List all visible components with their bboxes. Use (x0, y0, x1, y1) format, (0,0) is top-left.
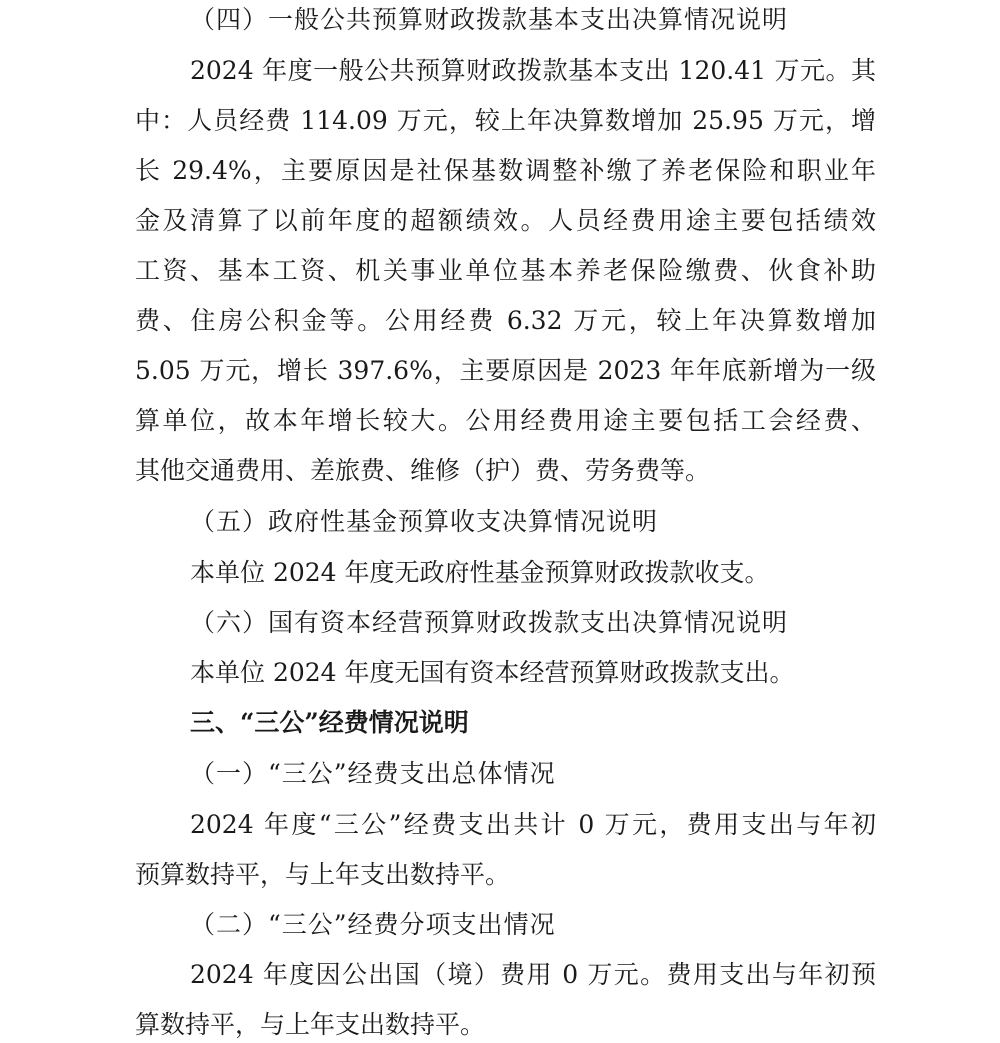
section-5-line-1: 本单位 2024 年度无政府性基金预算财政拨款收支。 (190, 558, 770, 587)
section-6-heading: （六）国有资本经营预算财政拨款支出决算情况说明 (190, 608, 789, 637)
section-4-line-7: 5.05 万元，增长 397.6%，主要原因是 2023 年年底新增为一级 (135, 356, 876, 385)
sub-2-line-1: 2024 年度因公出国（境）费用 0 万元。费用支出与年初预 (190, 960, 876, 989)
sub-1-line-2: 预算数持平，与上年支出数持平。 (135, 860, 511, 889)
section-4-line-9: 其他交通费用、差旅费、维修（护）费、劳务费等。 (135, 456, 711, 485)
sub-2-line-2: 算数持平，与上年支出数持平。 (135, 1010, 486, 1039)
sub-2-heading: （二）“三公”经费分项支出情况 (190, 910, 556, 939)
sub-1-line-1: 2024 年度“三公”经费支出共计 0 万元，费用支出与年初 (190, 810, 876, 839)
section-4-line-5: 工资、基本工资、机关事业单位基本养老保险缴费、伙食补助 (135, 256, 876, 285)
part-3-heading: 三、“三公”经费情况说明 (190, 708, 469, 737)
section-4-line-3: 长 29.4%，主要原因是社保基数调整补缴了养老保险和职业年 (135, 156, 876, 185)
section-4-line-8: 算单位，故本年增长较大。公用经费用途主要包括工会经费、 (135, 406, 876, 435)
section-4-line-2: 中：人员经费 114.09 万元，较上年决算数增加 25.95 万元，增 (135, 106, 876, 135)
section-5-heading: （五）政府性基金预算收支决算情况说明 (190, 507, 659, 536)
section-4-line-6: 费、住房公积金等。公用经费 6.32 万元，较上年决算数增加 (135, 306, 876, 335)
sub-1-heading: （一）“三公”经费支出总体情况 (190, 759, 556, 788)
section-4-line-1: 2024 年度一般公共预算财政拨款基本支出 120.41 万元。其 (190, 56, 876, 85)
section-6-line-1: 本单位 2024 年度无国有资本经营预算财政拨款支出。 (190, 658, 795, 687)
section-4-heading: （四）一般公共预算财政拨款基本支出决算情况说明 (190, 5, 789, 34)
section-4-line-4: 金及清算了以前年度的超额绩效。人员经费用途主要包括绩效 (135, 206, 876, 235)
